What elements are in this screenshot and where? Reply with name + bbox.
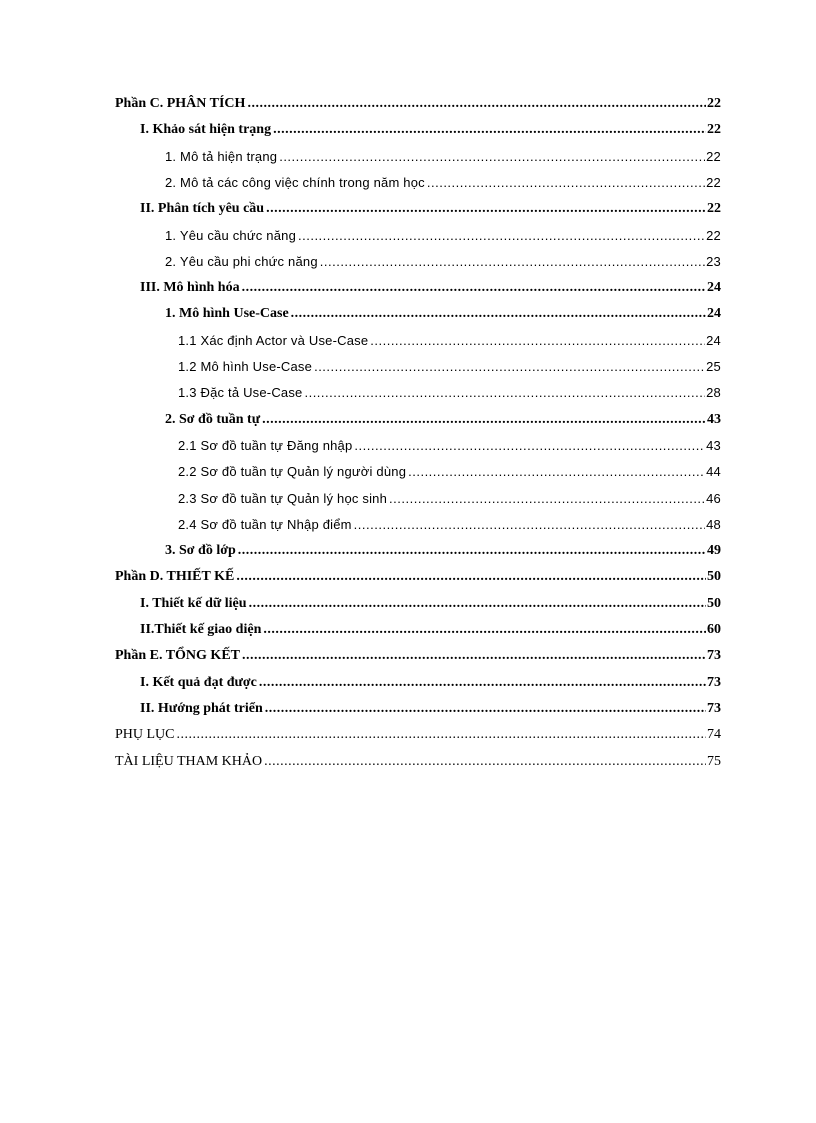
toc-entry-title: Phần D. THIẾT KẾ [115, 569, 235, 584]
toc-entry[interactable] [178, 383, 721, 403]
toc-entry[interactable] [178, 462, 721, 482]
dot-leader [389, 489, 705, 509]
toc-entry-page-number: 73 [707, 675, 721, 690]
dot-leader [236, 567, 706, 587]
toc-entry-title: 1.1 Xác định Actor và Use-Case [178, 333, 369, 348]
toc-entry-title: 2. Yêu cầu phi chức năng [165, 254, 318, 269]
toc-entry-page-number: 24 [707, 306, 721, 321]
dot-leader [265, 699, 706, 719]
toc-entry-page-number: 22 [706, 228, 721, 243]
toc-entry-title: II. Phân tích yêu cầu [140, 201, 265, 216]
toc-entry-title: 1. Mô hình Use-Case [165, 306, 289, 321]
toc-entry-title: 3. Sơ đồ lớp [165, 543, 236, 558]
toc-entry-page-number: 23 [706, 254, 721, 269]
toc-entry[interactable] [140, 620, 721, 640]
dot-leader [354, 515, 705, 535]
toc-entry-title: 2.1 Sơ đồ tuần tự Đăng nhập [178, 438, 353, 453]
dot-leader [304, 383, 705, 403]
toc-entry[interactable] [115, 725, 721, 745]
dot-leader [314, 357, 705, 377]
toc-entry[interactable] [165, 173, 721, 193]
toc-entry[interactable] [140, 278, 721, 298]
toc-entry-title: II. Hướng phát triển [140, 701, 263, 716]
toc-entry-page-number: 44 [706, 464, 721, 479]
dot-leader [266, 199, 706, 219]
toc-entry-page-number: 50 [707, 569, 721, 584]
toc-entry-title: 2.4 Sơ đồ tuần tự Nhập điểm [178, 517, 352, 532]
toc-entry-page-number: 25 [706, 359, 721, 374]
toc-entry-page-number: 22 [706, 149, 721, 164]
toc-entry-title: 1. Mô tả hiện trạng [165, 149, 278, 164]
toc-entry-title: II.Thiết kế giao diện [140, 622, 262, 637]
toc-entry[interactable] [140, 120, 721, 140]
toc-entry[interactable] [115, 94, 721, 114]
toc-entry-page-number: 24 [706, 333, 721, 348]
toc-entry-title: 2.2 Sơ đồ tuần tự Quản lý người dùng [178, 464, 407, 479]
toc-entry-title: TÀI LIỆU THAM KHẢO [115, 754, 263, 769]
toc-entry[interactable] [165, 226, 721, 246]
dot-leader [298, 226, 705, 246]
toc-entry-page-number: 74 [707, 727, 721, 742]
dot-leader [259, 673, 706, 693]
toc-entry[interactable] [165, 410, 721, 430]
toc-entry-title: 2. Sơ đồ tuần tự [165, 412, 261, 427]
toc-entry-page-number: 43 [707, 412, 721, 427]
toc-entry-page-number: 73 [707, 701, 721, 716]
toc-entry[interactable] [165, 252, 721, 272]
toc-entry-page-number: 73 [707, 648, 721, 663]
toc-entry[interactable] [140, 594, 721, 614]
toc-entry[interactable] [178, 436, 721, 456]
toc-entry[interactable] [115, 646, 721, 666]
toc-entry[interactable] [165, 541, 721, 561]
toc-entry-title: Phần C. PHÂN TÍCH [115, 96, 246, 111]
toc-entry-page-number: 22 [707, 201, 721, 216]
dot-leader [249, 594, 706, 614]
toc-entry-page-number: 22 [706, 175, 721, 190]
toc-entry[interactable] [165, 304, 721, 324]
toc-entry-page-number: 43 [706, 438, 721, 453]
dot-leader [279, 147, 705, 167]
toc-entry-title: I. Thiết kế dữ liệu [140, 596, 247, 611]
toc-entry[interactable] [115, 567, 721, 587]
dot-leader [238, 541, 706, 561]
toc-entry-page-number: 24 [707, 280, 721, 295]
toc-entry-title: III. Mô hình hóa [140, 280, 240, 295]
toc-entry-page-number: 60 [707, 622, 721, 637]
toc-entry[interactable] [178, 515, 721, 535]
toc-entry-title: I. Kết quả đạt được [140, 675, 257, 690]
dot-leader [247, 94, 706, 114]
toc-entry-title: 1.3 Đặc tả Use-Case [178, 385, 303, 400]
toc-entry[interactable] [165, 147, 721, 167]
dot-leader [291, 304, 706, 324]
dot-leader [263, 620, 706, 640]
dot-leader [354, 436, 705, 456]
toc-entry-title: 2. Mô tả các công việc chính trong năm học [165, 175, 425, 190]
dot-leader [408, 462, 705, 482]
dot-leader [370, 331, 705, 351]
dot-leader [320, 252, 705, 272]
toc-entry[interactable] [178, 331, 721, 351]
toc-entry-page-number: 48 [706, 517, 721, 532]
toc-entry[interactable] [140, 199, 721, 219]
toc-entry-page-number: 75 [707, 754, 721, 769]
toc-entry[interactable] [140, 699, 721, 719]
toc-entry-page-number: 28 [706, 385, 721, 400]
toc-entry-page-number: 22 [707, 122, 721, 137]
toc-entry[interactable] [115, 752, 721, 772]
toc-entry-title: I. Khảo sát hiện trạng [140, 122, 272, 137]
dot-leader [264, 752, 706, 772]
toc-entry-page-number: 22 [707, 96, 721, 111]
toc-entry-title: 2.3 Sơ đồ tuần tự Quản lý học sinh [178, 491, 388, 506]
dot-leader [242, 278, 706, 298]
toc-entry[interactable] [140, 673, 721, 693]
toc-entry-title: 1. Yêu cầu chức năng [165, 228, 296, 243]
toc-entry-page-number: 50 [707, 596, 721, 611]
toc-entry-title: Phần E. TỔNG KẾT [115, 648, 241, 663]
dot-leader [177, 725, 706, 745]
toc-entry-title: PHỤ LỤC [115, 727, 175, 742]
toc-entry[interactable] [178, 489, 721, 509]
toc-entry-title: 1.2 Mô hình Use-Case [178, 359, 313, 374]
dot-leader [273, 120, 706, 140]
toc-entry-page-number: 49 [707, 543, 721, 558]
dot-leader [242, 646, 706, 666]
dot-leader [427, 173, 705, 193]
dot-leader [262, 410, 706, 430]
toc-entry-page-number: 46 [706, 491, 721, 506]
toc-entry[interactable] [178, 357, 721, 377]
